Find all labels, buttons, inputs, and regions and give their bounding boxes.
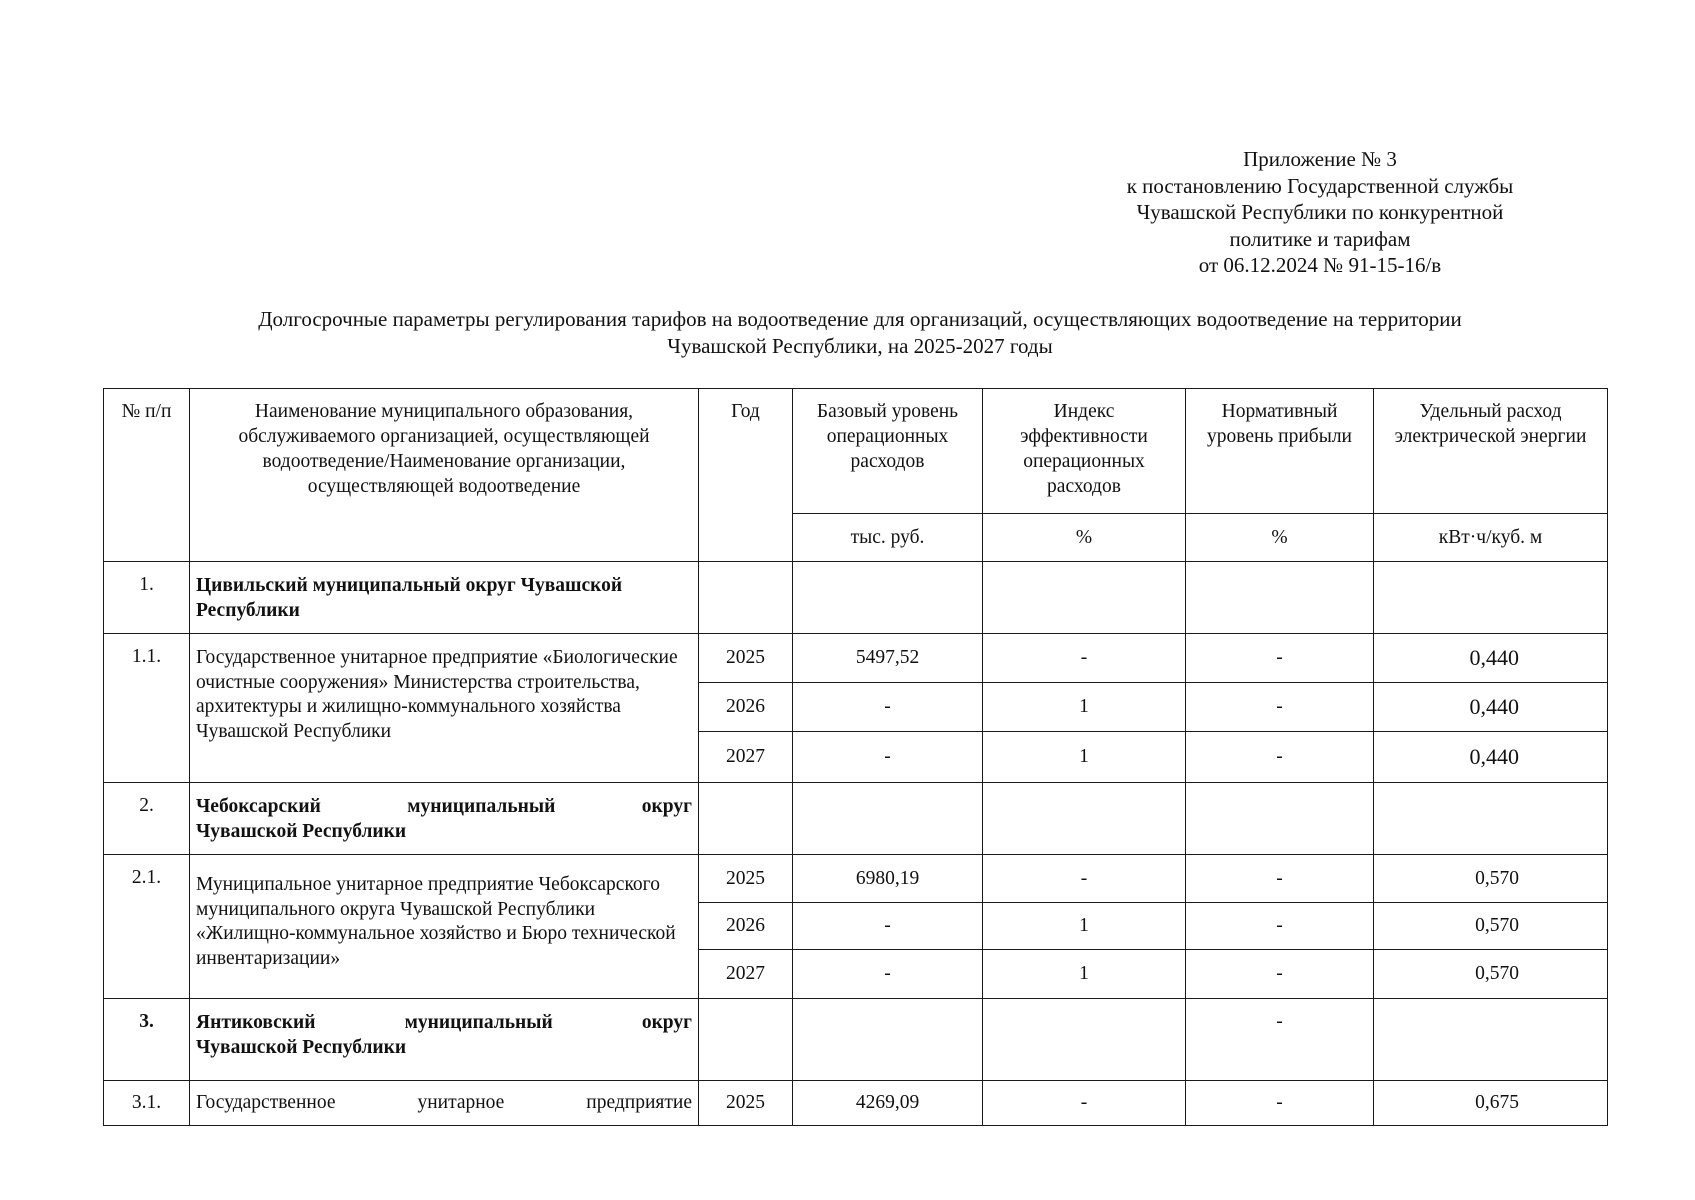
header-year: Год (699, 389, 793, 562)
header-row (104, 389, 1608, 514)
section-name (190, 783, 699, 855)
energy-cell: 0,440 (1374, 683, 1608, 732)
empty-cell (793, 783, 983, 855)
title-line-2: Чувашской Республики, на 2025-2027 годы (667, 334, 1053, 358)
header-name: Наименование муниципального образования, обслуживаемого организацией, осуществляющей водоотведение/Наименование организации, осуществляющей водоотведение (190, 389, 699, 562)
section-profit: - (1186, 999, 1374, 1081)
org-num: 2.1. (104, 855, 190, 999)
appendix-block (1080, 146, 1560, 279)
section-name (190, 999, 699, 1081)
section-name-line-1: Чебоксарский муниципальный округ (196, 796, 692, 817)
energy-cell: 0,440 (1374, 634, 1608, 683)
base-cell: - (793, 732, 983, 783)
section-row (104, 783, 1608, 855)
table-row (104, 634, 1608, 683)
empty-cell (699, 562, 793, 634)
unit-profit: % (1186, 514, 1374, 562)
empty-cell (699, 783, 793, 855)
empty-cell (983, 783, 1186, 855)
profit-cell: - (1186, 903, 1374, 950)
empty-cell (793, 999, 983, 1081)
base-cell: 4269,09 (793, 1081, 983, 1126)
base-cell: - (793, 683, 983, 732)
section-name-line-1: Янтиковский муниципальный округ (196, 1012, 692, 1033)
index-cell: 1 (983, 950, 1186, 999)
section-profit (1186, 783, 1374, 855)
title-line-1: Долгосрочные параметры регулирования тарифов на водоотведение для организаций, осуществляющих водоотведение на территории (258, 307, 1462, 331)
section-row (104, 999, 1608, 1081)
section-name-line-2: Чувашской Республики (196, 1036, 407, 1058)
index-cell: 1 (983, 683, 1186, 732)
energy-cell: 0,570 (1374, 855, 1608, 903)
section-num: 3. (104, 999, 190, 1081)
empty-cell (1374, 999, 1608, 1081)
table-row (104, 1081, 1608, 1126)
appendix-line: к постановлению Государственной службы (1126, 173, 1514, 198)
profit-cell: - (1186, 732, 1374, 783)
appendix-line: политике и тарифам (1229, 226, 1411, 251)
org-num: 1.1. (104, 634, 190, 783)
empty-cell (793, 562, 983, 634)
empty-cell (983, 562, 1186, 634)
year-cell: 2026 (699, 683, 793, 732)
energy-cell: 0,440 (1374, 732, 1608, 783)
tariff-parameters-table (103, 388, 1608, 1126)
profit-cell: - (1186, 634, 1374, 683)
unit-index: % (983, 514, 1186, 562)
appendix-line: от 06.12.2024 № 91-15-16/в (1198, 253, 1442, 277)
header-efficiency-index: Индекс эффективности операционных расходов (983, 389, 1186, 514)
header-num: № п/п (104, 389, 190, 562)
base-cell: 6980,19 (793, 855, 983, 903)
base-cell: - (793, 950, 983, 999)
section-num: 2. (104, 783, 190, 855)
profit-cell: - (1186, 1081, 1374, 1126)
energy-cell: 0,570 (1374, 903, 1608, 950)
unit-base: тыс. руб. (793, 514, 983, 562)
empty-cell (1374, 783, 1608, 855)
unit-energy: кВт·ч/куб. м (1374, 514, 1608, 562)
profit-cell: - (1186, 683, 1374, 732)
index-cell: - (983, 634, 1186, 683)
org-name: Государственное унитарное предприятие «Биологические очистные сооружения» Министерства строительства, архитектуры и жилищно-коммунального хозяйства Чувашской Республики (190, 634, 699, 783)
empty-cell (699, 999, 793, 1081)
header-energy: Удельный расход электрической энергии (1374, 389, 1608, 514)
empty-cell (1374, 562, 1608, 634)
section-name-line-2: Чувашской Республики (196, 820, 407, 842)
section-row (104, 562, 1608, 634)
year-cell: 2027 (699, 950, 793, 999)
base-cell: 5497,52 (793, 634, 983, 683)
org-num: 3.1. (104, 1081, 190, 1126)
appendix-line: Приложение № 3 (1243, 147, 1397, 171)
year-cell: 2026 (699, 903, 793, 950)
year-cell: 2027 (699, 732, 793, 783)
index-cell: - (983, 1081, 1186, 1126)
profit-cell: - (1186, 950, 1374, 999)
section-num: 1. (104, 562, 190, 634)
base-cell: - (793, 903, 983, 950)
index-cell: - (983, 855, 1186, 903)
section-name: Цивильский муниципальный округ Чувашской Республики (190, 562, 699, 634)
table-row (104, 855, 1608, 903)
org-name: Государственное унитарное предприятие (190, 1081, 699, 1126)
energy-cell: 0,570 (1374, 950, 1608, 999)
org-name: Муниципальное унитарное предприятие Чебоксарского муниципального округа Чувашской Республики «Жилищно-коммунальное хозяйство и Бюро технической инвентаризации» (190, 855, 699, 999)
appendix-line: Чувашской Республики по конкурентной (1136, 200, 1504, 224)
year-cell: 2025 (699, 634, 793, 683)
year-cell: 2025 (699, 1081, 793, 1126)
year-cell: 2025 (699, 855, 793, 903)
profit-cell: - (1186, 855, 1374, 903)
header-profit: Нормативный уровень прибыли (1186, 389, 1374, 514)
empty-cell (983, 999, 1186, 1081)
section-profit (1186, 562, 1374, 634)
document-title (60, 306, 1660, 360)
energy-cell: 0,675 (1374, 1081, 1608, 1126)
header-base-opex: Базовый уровень операционных расходов (793, 389, 983, 514)
index-cell: 1 (983, 732, 1186, 783)
index-cell: 1 (983, 903, 1186, 950)
